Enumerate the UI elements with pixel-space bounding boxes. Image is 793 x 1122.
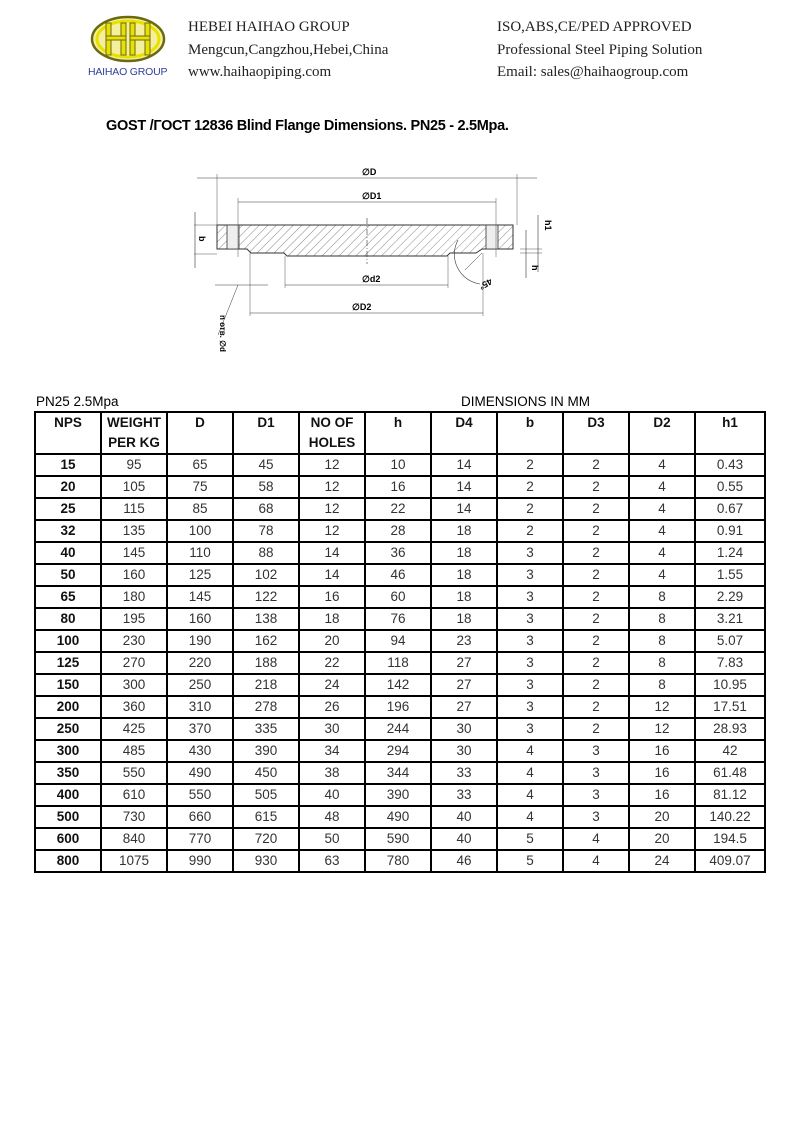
table-cell: 3 — [497, 542, 563, 564]
table-cell: 0.55 — [695, 476, 765, 498]
table-cell: 16 — [629, 784, 695, 806]
table-cell: 3 — [563, 740, 629, 762]
table-cell: 310 — [167, 696, 233, 718]
table-cell: 490 — [365, 806, 431, 828]
nps-cell: 800 — [35, 850, 101, 872]
column-header — [497, 412, 563, 454]
table-header — [35, 412, 765, 454]
table-cell: 2 — [497, 454, 563, 476]
table-cell: 48 — [299, 806, 365, 828]
svg-text:∅D2: ∅D2 — [352, 302, 372, 312]
approvals-text: ISO,ABS,CE/PED APPROVED — [497, 19, 692, 35]
column-header-line: WEIGHT — [107, 415, 161, 430]
table-cell: 300 — [101, 674, 167, 696]
table-cell: 12 — [629, 696, 695, 718]
table-cell: 8 — [629, 674, 695, 696]
table-cell: 30 — [431, 718, 497, 740]
table-cell: 20 — [629, 806, 695, 828]
table-cell: 27 — [431, 674, 497, 696]
column-header — [35, 412, 101, 454]
table-cell: 10 — [365, 454, 431, 476]
table-cell: 18 — [431, 608, 497, 630]
table-cell: 58 — [233, 476, 299, 498]
table-cell: 430 — [167, 740, 233, 762]
nps-cell: 400 — [35, 784, 101, 806]
table-cell: 2 — [563, 564, 629, 586]
table-cell: 344 — [365, 762, 431, 784]
email-text: Email: sales@haihaogroup.com — [497, 64, 689, 80]
nps-cell: 32 — [35, 520, 101, 542]
column-header — [233, 412, 299, 454]
table-cell: 140.22 — [695, 806, 765, 828]
column-header-line: HOLES — [308, 435, 356, 450]
table-cell: 3 — [497, 696, 563, 718]
table-cell: 550 — [167, 784, 233, 806]
table-cell: 4 — [629, 498, 695, 520]
table-cell: 1.55 — [695, 564, 765, 586]
table-cell: 46 — [431, 850, 497, 872]
table-cell: 2 — [563, 454, 629, 476]
table-cell: 450 — [233, 762, 299, 784]
table-cell: 188 — [233, 652, 299, 674]
table-cell: 180 — [101, 586, 167, 608]
table-cell: 18 — [299, 608, 365, 630]
column-header-line: h1 — [722, 415, 738, 430]
table-cell: 4 — [497, 784, 563, 806]
table-row — [35, 652, 765, 674]
table-row — [35, 630, 765, 652]
column-header-line: D1 — [257, 415, 275, 430]
table-cell: 160 — [167, 608, 233, 630]
svg-text:h1: h1 — [543, 220, 553, 231]
table-cell: 270 — [101, 652, 167, 674]
pressure-class-label: PN25 2.5Mpa — [36, 394, 119, 409]
page-title: GOST /ГОСТ 12836 Blind Flange Dimensions. PN25 - 2.5Mpa. — [106, 118, 509, 134]
table-row — [35, 586, 765, 608]
table-cell: 2 — [563, 718, 629, 740]
table-cell: 0.67 — [695, 498, 765, 520]
table-cell: 88 — [233, 542, 299, 564]
table-cell: 425 — [101, 718, 167, 740]
table-cell: 360 — [101, 696, 167, 718]
table-cell: 20 — [299, 630, 365, 652]
table-cell: 76 — [365, 608, 431, 630]
table-row — [35, 674, 765, 696]
nps-cell: 100 — [35, 630, 101, 652]
table-cell: 780 — [365, 850, 431, 872]
table-row — [35, 784, 765, 806]
table-cell: 4 — [629, 476, 695, 498]
table-cell: 40 — [299, 784, 365, 806]
table-cell: 18 — [431, 564, 497, 586]
table-cell: 95 — [101, 454, 167, 476]
column-header-line: PER KG — [108, 435, 160, 450]
table-cell: 16 — [629, 740, 695, 762]
table-cell: 42 — [695, 740, 765, 762]
nps-cell: 15 — [35, 454, 101, 476]
svg-text:b: b — [197, 236, 207, 242]
table-cell: 33 — [431, 762, 497, 784]
column-header-line: h — [393, 415, 403, 430]
table-cell: 30 — [431, 740, 497, 762]
table-cell: 145 — [101, 542, 167, 564]
nps-cell: 65 — [35, 586, 101, 608]
table-cell: 730 — [101, 806, 167, 828]
table-cell: 390 — [365, 784, 431, 806]
nps-cell: 25 — [35, 498, 101, 520]
table-cell: 490 — [167, 762, 233, 784]
table-cell: 81.12 — [695, 784, 765, 806]
table-cell: 12 — [299, 520, 365, 542]
table-cell: 8 — [629, 608, 695, 630]
table-cell: 17.51 — [695, 696, 765, 718]
table-cell: 115 — [101, 498, 167, 520]
table-cell: 840 — [101, 828, 167, 850]
table-cell: 770 — [167, 828, 233, 850]
table-cell: 2 — [497, 498, 563, 520]
table-cell: 142 — [365, 674, 431, 696]
table-cell: 660 — [167, 806, 233, 828]
table-cell: 3 — [497, 564, 563, 586]
column-header — [365, 412, 431, 454]
nps-cell: 40 — [35, 542, 101, 564]
table-cell: 63 — [299, 850, 365, 872]
table-cell: 990 — [167, 850, 233, 872]
company-name: HEBEI HAIHAO GROUP — [188, 19, 350, 35]
table-row — [35, 740, 765, 762]
table-cell: 250 — [167, 674, 233, 696]
table-cell: 2 — [563, 630, 629, 652]
company-info — [188, 16, 388, 84]
table-cell: 505 — [233, 784, 299, 806]
table-cell: 0.91 — [695, 520, 765, 542]
table-row — [35, 498, 765, 520]
nps-cell: 350 — [35, 762, 101, 784]
table-cell: 1.24 — [695, 542, 765, 564]
table-cell: 46 — [365, 564, 431, 586]
company-address: Mengcun,Cangzhou,Hebei,China — [188, 41, 389, 58]
units-label: DIMENSIONS IN MM — [461, 394, 591, 409]
table-cell: 2 — [563, 586, 629, 608]
table-cell: 78 — [233, 520, 299, 542]
column-header — [101, 412, 167, 454]
tagline-text: Professional Steel Piping Solution — [497, 41, 703, 58]
table-row — [35, 762, 765, 784]
column-header — [431, 412, 497, 454]
table-cell: 18 — [431, 586, 497, 608]
table-cell: 2 — [563, 498, 629, 520]
table-row — [35, 454, 765, 476]
column-header-line: NPS — [54, 415, 82, 430]
table-cell: 3.21 — [695, 608, 765, 630]
svg-text:∅D1: ∅D1 — [362, 191, 382, 201]
table-cell: 14 — [431, 498, 497, 520]
table-cell: 14 — [299, 564, 365, 586]
table-cell: 75 — [167, 476, 233, 498]
table-cell: 110 — [167, 542, 233, 564]
table-cell: 33 — [431, 784, 497, 806]
table-cell: 10.95 — [695, 674, 765, 696]
column-header — [695, 412, 765, 454]
table-cell: 4 — [497, 762, 563, 784]
table-cell: 195 — [101, 608, 167, 630]
table-cell: 244 — [365, 718, 431, 740]
table-cell: 118 — [365, 652, 431, 674]
table-cell: 60 — [365, 586, 431, 608]
table-cell: 24 — [299, 674, 365, 696]
label-D: ∅D — [362, 167, 377, 177]
table-cell: 485 — [101, 740, 167, 762]
table-cell: 550 — [101, 762, 167, 784]
nps-cell: 200 — [35, 696, 101, 718]
table-row — [35, 828, 765, 850]
table-cell: 294 — [365, 740, 431, 762]
table-cell: 3 — [563, 762, 629, 784]
column-header — [563, 412, 629, 454]
table-cell: 2 — [563, 608, 629, 630]
table-cell: 5 — [497, 828, 563, 850]
nps-cell: 50 — [35, 564, 101, 586]
table-cell: 14 — [299, 542, 365, 564]
table-cell: 125 — [167, 564, 233, 586]
table-cell: 3 — [497, 630, 563, 652]
flange-drawing — [180, 160, 560, 380]
table-cell: 1075 — [101, 850, 167, 872]
table-cell: 720 — [233, 828, 299, 850]
table-cell: 930 — [233, 850, 299, 872]
table-cell: 230 — [101, 630, 167, 652]
table-cell: 220 — [167, 652, 233, 674]
table-row — [35, 476, 765, 498]
table-cell: 100 — [167, 520, 233, 542]
table-cell: 61.48 — [695, 762, 765, 784]
table-cell: 218 — [233, 674, 299, 696]
table-cell: 34 — [299, 740, 365, 762]
nps-cell: 300 — [35, 740, 101, 762]
table-cell: 135 — [101, 520, 167, 542]
table-cell: 38 — [299, 762, 365, 784]
nps-cell: 600 — [35, 828, 101, 850]
table-cell: 30 — [299, 718, 365, 740]
table-cell: 36 — [365, 542, 431, 564]
table-row — [35, 608, 765, 630]
table-cell: 3 — [497, 674, 563, 696]
table-cell: 7.83 — [695, 652, 765, 674]
table-cell: 18 — [431, 520, 497, 542]
table-cell: 27 — [431, 652, 497, 674]
table-cell: 18 — [431, 542, 497, 564]
table-cell: 45 — [233, 454, 299, 476]
dimensions-table — [34, 411, 766, 873]
table-cell: 2 — [563, 476, 629, 498]
table-cell: 40 — [431, 828, 497, 850]
table-cell: 40 — [431, 806, 497, 828]
table-cell: 390 — [233, 740, 299, 762]
table-cell: 20 — [629, 828, 695, 850]
column-header — [299, 412, 365, 454]
table-cell: 145 — [167, 586, 233, 608]
table-body — [35, 454, 765, 872]
table-cell: 3 — [497, 608, 563, 630]
nps-cell: 500 — [35, 806, 101, 828]
table-cell: 190 — [167, 630, 233, 652]
table-cell: 12 — [629, 718, 695, 740]
table-cell: 68 — [233, 498, 299, 520]
table-cell: 24 — [629, 850, 695, 872]
table-cell: 138 — [233, 608, 299, 630]
nps-cell: 80 — [35, 608, 101, 630]
column-header-line: D4 — [455, 415, 473, 430]
table-cell: 28 — [365, 520, 431, 542]
table-cell: 3 — [497, 586, 563, 608]
table-cell: 27 — [431, 696, 497, 718]
nps-cell: 125 — [35, 652, 101, 674]
table-cell: 196 — [365, 696, 431, 718]
table-cell: 162 — [233, 630, 299, 652]
table-cell: 8 — [629, 586, 695, 608]
table-cell: 16 — [629, 762, 695, 784]
svg-text:n отв. ∅d: n отв. ∅d — [218, 315, 227, 352]
table-cell: 12 — [299, 476, 365, 498]
table-cell: 2 — [497, 476, 563, 498]
table-cell: 85 — [167, 498, 233, 520]
svg-text:45°: 45° — [477, 276, 494, 292]
letterhead — [88, 12, 728, 84]
table-cell: 23 — [431, 630, 497, 652]
logo-text: HAIHAO GROUP — [88, 66, 168, 78]
table-cell: 4 — [563, 850, 629, 872]
svg-text:∅d2: ∅d2 — [362, 274, 381, 284]
table-cell: 2 — [563, 696, 629, 718]
company-credentials — [497, 16, 702, 84]
table-cell: 3 — [563, 806, 629, 828]
table-cell: 615 — [233, 806, 299, 828]
table-cell: 335 — [233, 718, 299, 740]
table-cell: 2 — [563, 520, 629, 542]
column-header — [167, 412, 233, 454]
table-cell: 16 — [365, 476, 431, 498]
nps-cell: 20 — [35, 476, 101, 498]
table-row — [35, 564, 765, 586]
table-cell: 22 — [299, 652, 365, 674]
table-cell: 122 — [233, 586, 299, 608]
table-cell: 2 — [497, 520, 563, 542]
table-cell: 3 — [497, 652, 563, 674]
table-cell: 2 — [563, 652, 629, 674]
table-cell: 194.5 — [695, 828, 765, 850]
table-cell: 4 — [497, 740, 563, 762]
table-cell: 278 — [233, 696, 299, 718]
table-cell: 94 — [365, 630, 431, 652]
table-cell: 12 — [299, 454, 365, 476]
column-header-line: b — [525, 415, 535, 430]
table-cell: 4 — [563, 828, 629, 850]
table-cell: 160 — [101, 564, 167, 586]
table-cell: 102 — [233, 564, 299, 586]
company-website: www.haihaopiping.com — [188, 64, 332, 80]
table-row — [35, 806, 765, 828]
table-cell: 14 — [431, 454, 497, 476]
table-cell: 409.07 — [695, 850, 765, 872]
column-header-line: D3 — [587, 415, 605, 430]
table-cell: 22 — [365, 498, 431, 520]
table-cell: 4 — [497, 806, 563, 828]
table-cell: 8 — [629, 652, 695, 674]
table-cell: 4 — [629, 520, 695, 542]
table-cell: 2.29 — [695, 586, 765, 608]
table-cell: 0.43 — [695, 454, 765, 476]
nps-cell: 150 — [35, 674, 101, 696]
column-header-line: D — [195, 415, 205, 430]
table-cell: 5.07 — [695, 630, 765, 652]
table-cell: 3 — [563, 784, 629, 806]
table-cell: 50 — [299, 828, 365, 850]
table-cell: 4 — [629, 454, 695, 476]
table-row — [35, 718, 765, 740]
table-row — [35, 542, 765, 564]
table-cell: 2 — [563, 542, 629, 564]
column-header-line: D2 — [653, 415, 671, 430]
table-row — [35, 696, 765, 718]
table-cell: 105 — [101, 476, 167, 498]
table-cell: 12 — [299, 498, 365, 520]
table-cell: 4 — [629, 542, 695, 564]
table-cell: 5 — [497, 850, 563, 872]
table-cell: 26 — [299, 696, 365, 718]
table-cell: 610 — [101, 784, 167, 806]
table-cell: 14 — [431, 476, 497, 498]
table-cell: 4 — [629, 564, 695, 586]
table-row — [35, 520, 765, 542]
table-cell: 28.93 — [695, 718, 765, 740]
table-cell: 2 — [563, 674, 629, 696]
column-header — [629, 412, 695, 454]
table-cell: 8 — [629, 630, 695, 652]
column-header-line: NO OF — [310, 415, 354, 430]
svg-text:h: h — [530, 265, 540, 271]
table-cell: 3 — [497, 718, 563, 740]
table-row — [35, 850, 765, 872]
table-cell: 370 — [167, 718, 233, 740]
nps-cell: 250 — [35, 718, 101, 740]
table-cell: 590 — [365, 828, 431, 850]
table-cell: 65 — [167, 454, 233, 476]
table-cell: 16 — [299, 586, 365, 608]
